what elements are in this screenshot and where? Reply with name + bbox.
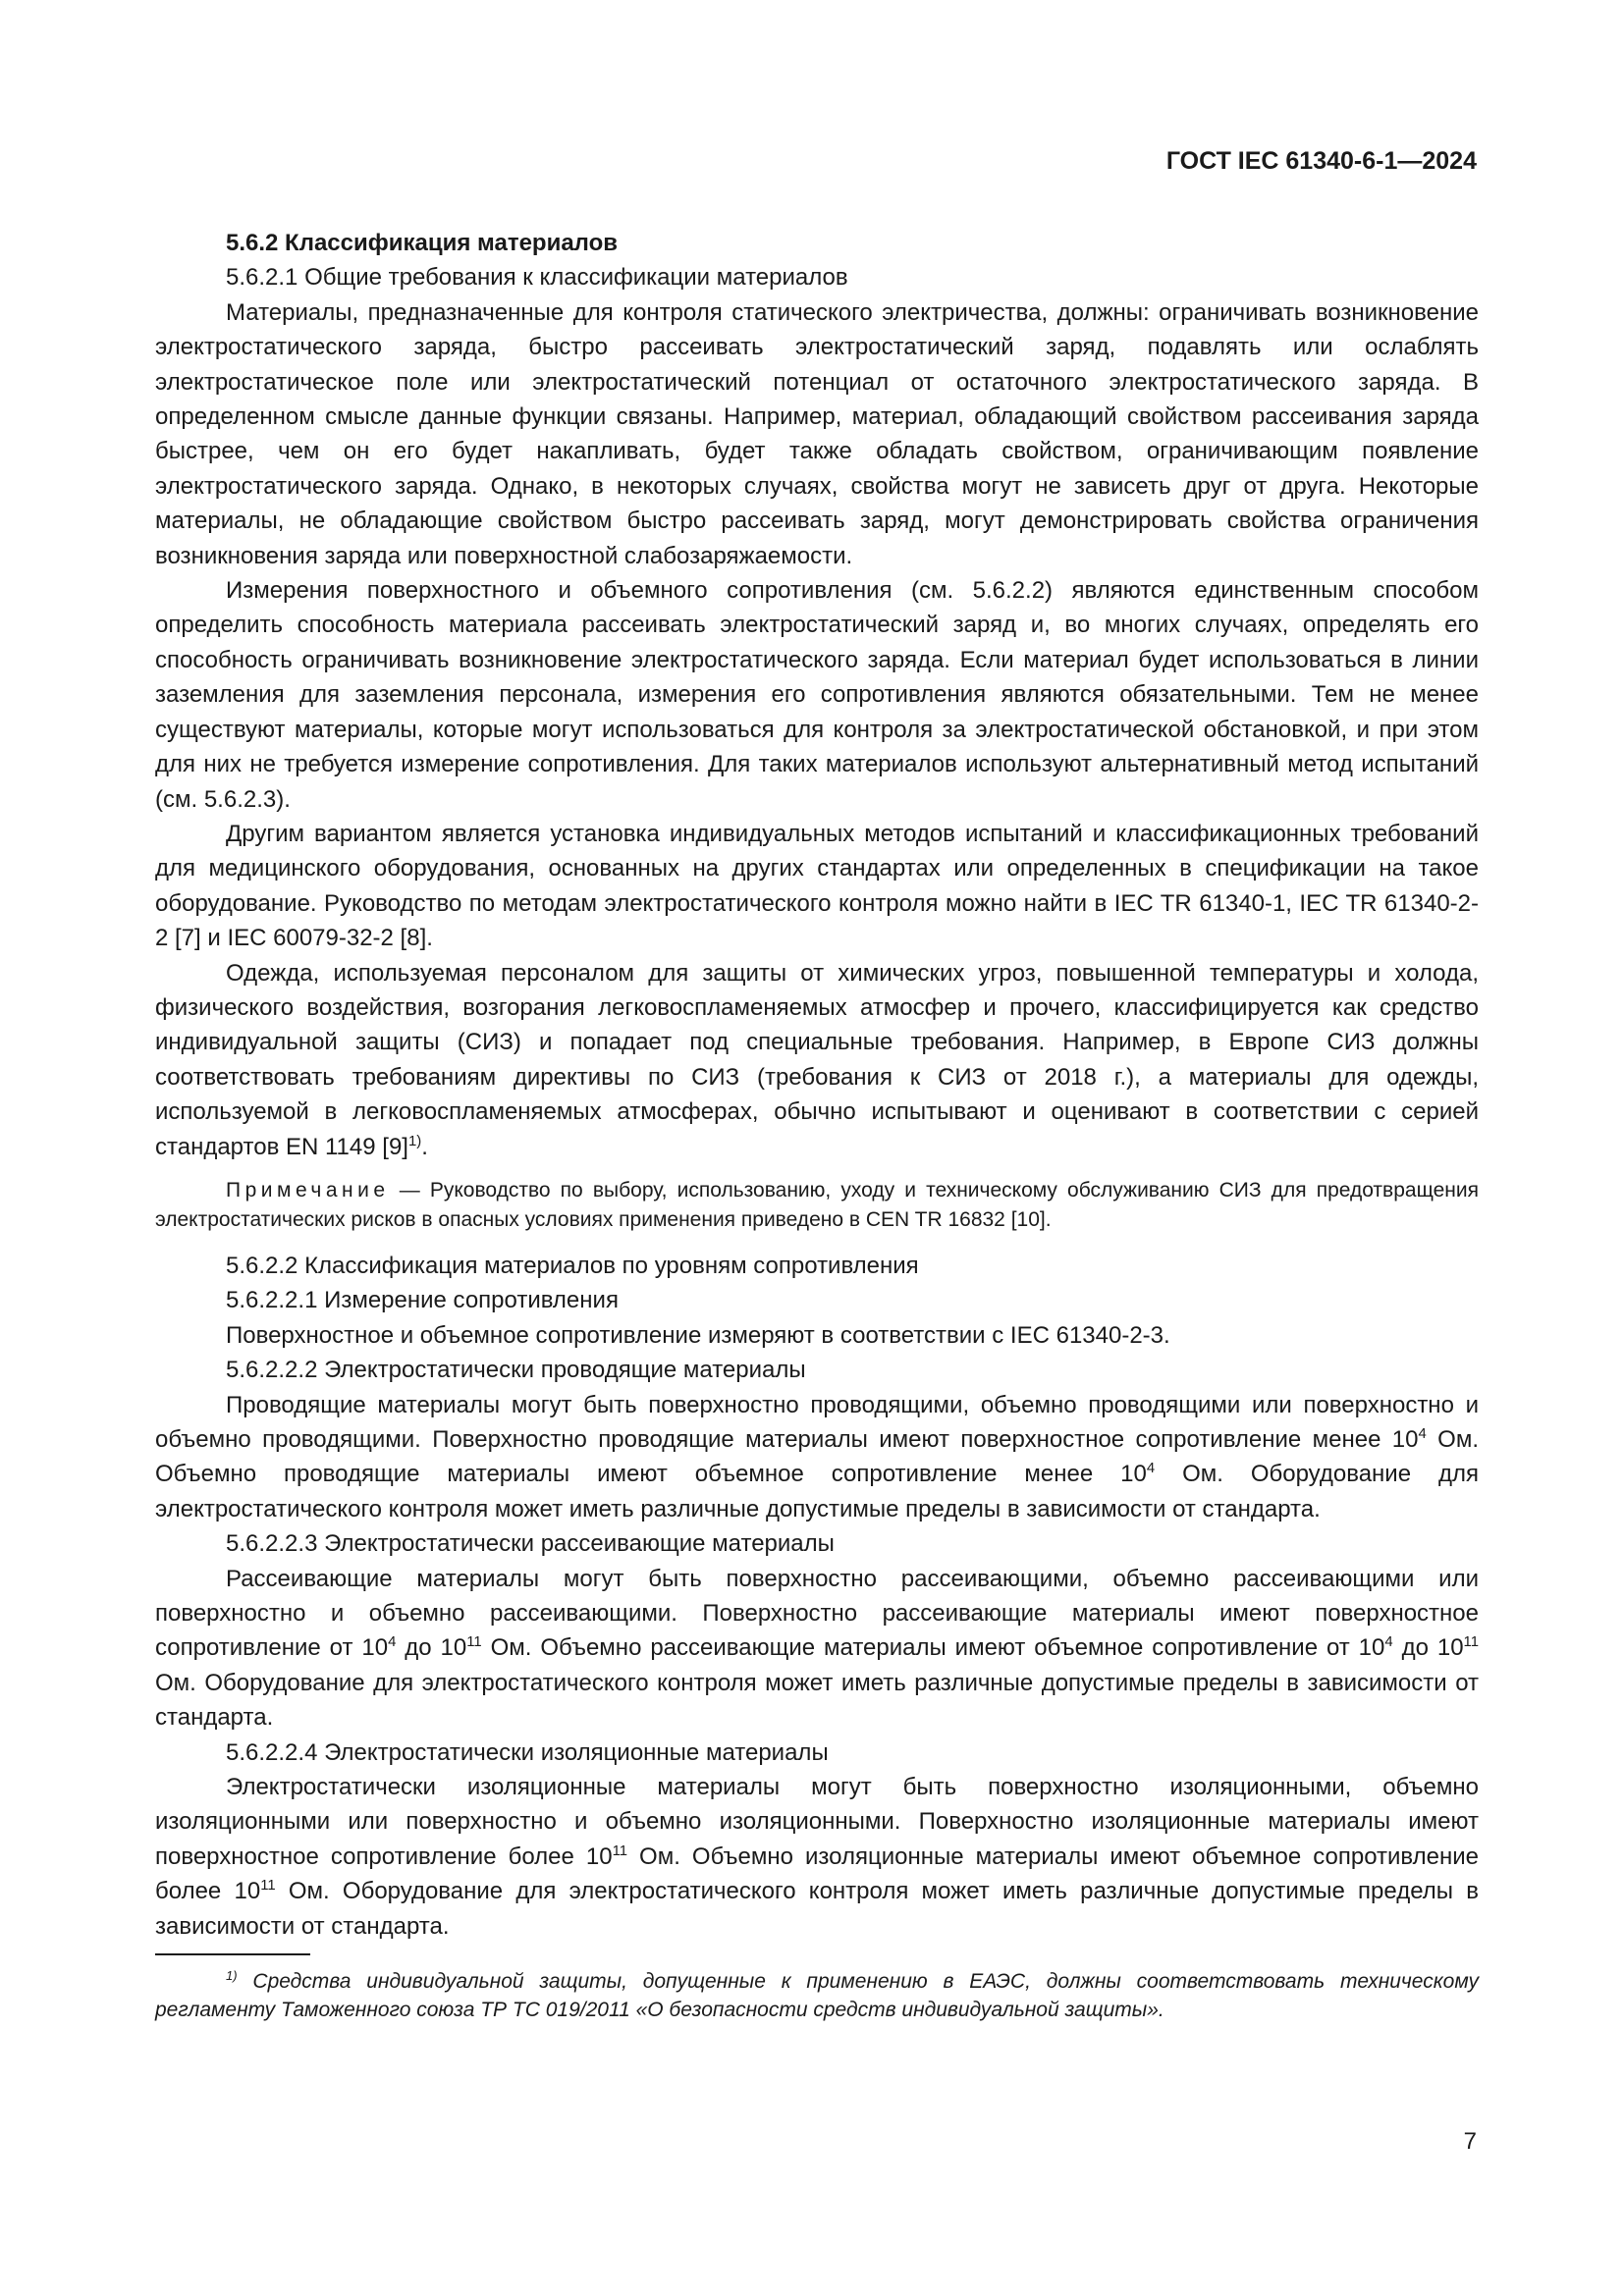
section-5-6-2-2-2-heading: 5.6.2.2.2 Электростатически проводящие материалы	[226, 1357, 806, 1384]
note	[155, 1176, 1479, 1235]
footnote-reference: 1)	[407, 1133, 422, 1149]
paragraph-dissipative-materials	[155, 1562, 1479, 1735]
text-run: Ом. Оборудование для электростатического контроля может иметь различные допустимые пределы в зависимости от стандарта.	[155, 1461, 1479, 1522]
text-run: Ом. Оборудование для электростатического контроля может иметь различные допустимые пределы в зависимости от стандарта.	[155, 1669, 1479, 1732]
text-run: Рассеивающие материалы могут быть поверхностно рассеивающими, объемно рассеивающими или поверхностно и объемно рассеивающими. Поверхностно рассеивающие материалы имеют поверхностное сопротивление от 10	[155, 1565, 1479, 1662]
exponent: 11	[1463, 1634, 1479, 1651]
text-run: Ом. Объемно рассеивающие материалы имеют объемное сопротивление от 10	[481, 1634, 1385, 1662]
ppe-text-end: .	[421, 1133, 428, 1160]
section-5-6-2-2-1-heading: 5.6.2.2.1 Измерение сопротивления	[226, 1287, 619, 1314]
paragraph-resistance-measurements: Измерения поверхностного и объемного сопротивления (см. 5.6.2.2) являются единственным способом определить способность материала рассеивать электростатический заряд и, во многих случаях, определять его способность ограничивать возникновение электростатического заряда. Если материал будет использоваться в линии заземления для заземления персонала, измерения его сопротивления являются обязательными. Тем не менее существуют материалы, которые могут использоваться для контроля за электростатической обстановкой, и при этом для них не требуется измерение сопротивления. Для таких материалов используют альтернативный метод испытаний (см. 5.6.2.3).	[155, 577, 1479, 813]
section-5-6-2-2-heading: 5.6.2.2 Классификация материалов по уровням сопротивления	[226, 1252, 919, 1279]
footnote-divider	[155, 1953, 310, 1955]
section-5-6-2-2-3-heading: 5.6.2.2.3 Электростатически рассеивающие материалы	[226, 1530, 835, 1558]
section-5-6-2-1-heading: 5.6.2.1 Общие требования к классификации материалов	[226, 264, 848, 292]
section-5-6-2-2-4-heading: 5.6.2.2.4 Электростатически изоляционные материалы	[226, 1738, 829, 1766]
note-label: Примечание	[226, 1178, 390, 1201]
text-run: до 10	[396, 1634, 467, 1662]
exponent: 4	[1384, 1634, 1393, 1651]
section-5-6-2-heading: 5.6.2 Классификация материалов	[226, 230, 619, 256]
footnote-text: Средства индивидуальной защиты, допущенные к применению в ЕАЭС, должны соответствовать техническому регламенту Таможенного союза ТР ТС 019/2011 «О безопасности средств индивидуальной защиты».	[155, 1970, 1479, 2022]
paragraph-ppe-clothing	[155, 956, 1479, 1164]
text-run: до 10	[1392, 1634, 1464, 1662]
paragraph-measurement-standard: Поверхностное и объемное сопротивление измеряют в соответствии с IEC 61340-2-3.	[226, 1321, 1170, 1349]
note-text: — Руководство по выбору, использованию, уходу и техническому обслуживанию СИЗ для предотвращения электростатических рисков в опасных условиях применения приведено в CEN TR 16832 [10].	[155, 1178, 1479, 1231]
exponent: 11	[612, 1842, 628, 1859]
exponent: 4	[1418, 1425, 1427, 1442]
exponent: 4	[1146, 1461, 1156, 1477]
exponent: 11	[466, 1634, 482, 1651]
paragraph-conductive-materials	[155, 1388, 1479, 1527]
paragraph-materials-functions: Материалы, предназначенные для контроля статического электричества, должны: ограничивать возникновение электростатического заряда, быстро рассеивать электростатический заряд, подавлять или ослаблять электростатическое поле или электростатический потенциал от остаточного электростатического заряда. В определенном смысле данные функции связаны. Например, материал, обладающий свойством рассеивания заряда быстрее, чем он его будет накапливать, будет также обладать свойством, ограничивающим появление электростатического заряда. Однако, в некоторых случаях, свойства могут не зависеть друг от друга. Некоторые материалы, не обладающие свойством быстро рассеивать заряд, могут демонстрировать свойства ограничения возникновения заряда или поверхностной слабозаряжаемости.	[155, 298, 1479, 569]
text-run: Ом. Объемно проводящие материалы имеют объемное сопротивление менее 10	[155, 1426, 1479, 1488]
text-run: Ом. Оборудование для электростатического контроля может иметь различные допустимые пределы в зависимости от стандарта.	[155, 1878, 1479, 1940]
text-run: Ом. Объемно изоляционные материалы имеют объемное сопротивление более 10	[155, 1842, 1479, 1905]
paragraph-insulative-materials	[155, 1770, 1479, 1944]
page-number: 7	[1463, 2128, 1477, 2155]
text-run: Проводящие материалы могут быть поверхностно проводящими, объемно проводящими или поверхностно и объемно проводящими. Поверхностно проводящие материалы имеют поверхностное сопротивление менее 10	[155, 1391, 1479, 1453]
exponent: 11	[260, 1878, 276, 1895]
text-run: Электростатически изоляционные материалы могут быть поверхностно изоляционными, объемно изоляционными или поверхностно и объемно изоляционными. Поверхностно изоляционные материалы имеют поверхностное сопротивление более 10	[155, 1774, 1479, 1870]
paragraph-medical-equipment: Другим вариантом является установка индивидуальных методов испытаний и классификационных требований для медицинского оборудования, основанных на других стандартах или определенных в спецификации на такое оборудование. Руководство по методам электростатического контроля можно найти в IEC TR 61340-1, IEC TR 61340-2-2 [7] и IEC 60079-32-2 [8].	[155, 820, 1479, 952]
document-id-header: ГОСТ IEC 61340-6-1—2024	[1165, 147, 1477, 175]
page-content	[155, 226, 1479, 2024]
footnote-mark: 1)	[226, 1968, 238, 1984]
footnote	[155, 1967, 1479, 2024]
exponent: 4	[388, 1634, 397, 1651]
ppe-text: Одежда, используемая персоналом для защиты от химических угроз, повышенной температуры и холода, физического воздействия, возгорания легковоспламеняемых атмосфер и прочего, классифицируется как средство индивидуальной защиты (СИЗ) и попадает под специальные требования. Например, в Европе СИЗ должны соответствовать требованиям директивы по СИЗ (требования к СИЗ от 2018 г.), а материалы для одежды, используемой в легковоспламеняемых атмосферах, обычно испытывают и оценивают в соответствии с серией стандартов EN 1149 [9]	[155, 959, 1479, 1160]
